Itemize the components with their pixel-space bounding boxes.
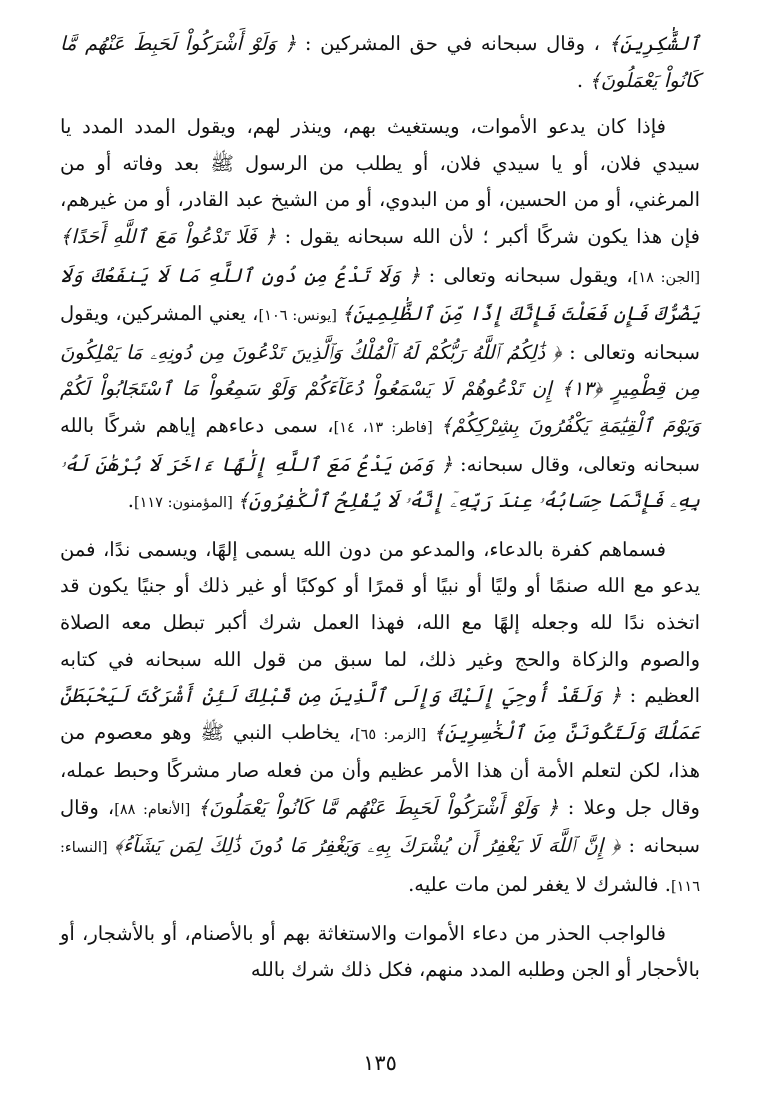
verse-citation: [الجن: ١٨] (632, 269, 701, 286)
body-text: ، سمى دعاءهم إياهم شركًا بالله سبحانه وتعالى، وقال سبحانه: (60, 413, 700, 476)
body-text: ، وقال سبحانه في حق المشركين : (296, 32, 609, 55)
quran-verse: ﴿ فَلَا تَدْعُواْ مَعَ ٱللَّهِ أَحَدًا﴾ (60, 224, 277, 248)
quran-verse: ﴿ وَلَوْ أَشْرَكُواْ لَحَبِطَ عَنْهُم مَّا كَانُواْ يَعْمَلُونَ﴾ (197, 795, 559, 819)
body-text: ، ويقول سبحانه وتعالى : (420, 263, 633, 287)
paragraph-2 (60, 109, 700, 522)
body-text: . (576, 68, 590, 92)
page-body (60, 26, 700, 989)
verse-citation: [الزمر: ٦٥] (354, 726, 434, 743)
body-text: فإذا كان يدعو الأموات، ويستغيث بهم، وينذر لهم، ويقول المدد المدد يا سيدي فلان، أو يا سيدي فلان، أو يطلب من الرسول ﷺ بعد وفاته أو من المرغني، أو من الحسين، أو من البدوي، أو من الشيخ عبد القادر، أو من غيرهم، فإن هذا يكون شركًا أكبر ؛ لأن الله سبحانه يقول : (60, 115, 700, 248)
quran-verse: ﴿ وَلَا تَدْعُ مِن دُونِ ٱللَّهِ مَا لَا يَنفَعُكَ وَلَا يَضُرُّكَ فَإِن فَعَلْتَ فَإِنَّكَ إِذًا مِّنَ ٱلظَّٰلِمِينَ﴾ (60, 263, 700, 326)
body-text: ، يعني المشركين، ويقول سبحانه وتعالى : (60, 302, 700, 364)
paragraph-1 (60, 26, 700, 99)
verse-citation: [المؤمنون: ١١٧] (133, 495, 238, 512)
verse-citation: [يونس: ١٠٦] (258, 308, 342, 325)
body-text: . فالشرك لا يغفر لمن مات عليه. (408, 873, 671, 897)
quran-verse: ﴿ ذَٰلِكُمُ ٱللَّهُ رَبُّكُمْ لَهُ ٱلْمُلْكُ وَٱلَّذِينَ تَدْعُونَ مِن دُونِهِۦ مَا يَمْلِكُونَ مِن قِطْمِيرٍ ﴿١٣﴾ إِن تَدْعُوهُمْ لَا يَسْمَعُواْ دُعَآءَكُمْ وَلَوْ سَمِعُواْ مَا ٱسْتَجَابُواْ لَكُمْ وَيَوْمَ ٱلْقِيَٰمَةِ يَكْفُرُونَ بِشِرْكِكُمْ﴾ (60, 340, 700, 437)
quran-verse: ﴿ وَمَن يَدْعُ مَعَ ٱللَّهِ إِلَٰهًا ءَاخَرَ لَا بُرْهَٰنَ لَهُۥ بِهِۦ فَإِنَّمَا حِسَابُهُۥ عِندَ رَبِّهِۦٓ إِنَّهُۥ لَا يُفْلِحُ ٱلْكَٰفِرُونَ﴾ (60, 452, 700, 513)
paragraph-3 (60, 532, 700, 906)
verse-citation: [فاطر: ١٣، ١٤] (333, 419, 441, 436)
quran-verse: ٱلشَّٰكِرِينَ﴾ (608, 32, 701, 55)
quran-verse: ﴿ وَلَوْ أَشْرَكُواْ لَحَبِطَ عَنْهُم مَّا كَانُواْ يَعْمَلُونَ﴾ (60, 32, 700, 92)
body-text: فالواجب الحذر من دعاء الأموات والاستغاثة بهم أو بالأصنام، أو بالأشجار، أو بالأحجار أو الجن وطلبه المدد منهم، فكل ذلك شرك بالله (60, 921, 700, 982)
paragraph-4 (60, 916, 700, 989)
body-text: ، يخاطب النبي ﷺ وهو معصوم من هذا، لكن لتعلم الأمة أن هذا الأمر عظيم وأن من فعله صار مشركًا وحبط عمله، وقال جل وعلا : (60, 720, 700, 819)
page-number: ١٣٥ (363, 1051, 397, 1075)
body-text: . (127, 489, 134, 513)
quran-verse: ﴿ إِنَّ ٱللَّهَ لَا يَغْفِرُ أَن يُشْرَكَ بِهِۦ وَيَغْفِرُ مَا دُونَ ذَٰلِكَ لِمَن يَشَآءُ﴾ (114, 834, 621, 858)
verse-citation: [النساء: ١١٦] (60, 840, 700, 896)
quran-verse: ﴿ وَلَقَدْ أُوحِيَ إِلَيْكَ وَإِلَى ٱلَّذِينَ مِن قَبْلِكَ لَئِنْ أَشْرَكْتَ لَيَحْبَطَنَّ عَمَلُكَ وَلَتَكُونَنَّ مِنَ ٱلْخَٰسِرِينَ﴾ (60, 684, 700, 744)
body-text: ، وقال سبحانه : (60, 795, 700, 858)
verse-citation: [الأنعام: ٨٨] (114, 801, 198, 818)
body-text: فسماهم كفرة بالدعاء، والمدعو من دون الله يسمى إلهًا، ويسمى ندًا، فمن يدعو مع الله صنمًا أو وليًا أو نبيًا أو قمرًا أو كوكبًا أو غير ذلك أو جنيًا يكون قد اتخذه ندًا لله وجعله إلهًا مع الله، فهذا العمل شرك أكبر تبطل معه الصلاة والصوم والزكاة والحج وغير ذلك، لما سبق من قول الله سبحانه في كتابه العظيم : (60, 537, 700, 708)
